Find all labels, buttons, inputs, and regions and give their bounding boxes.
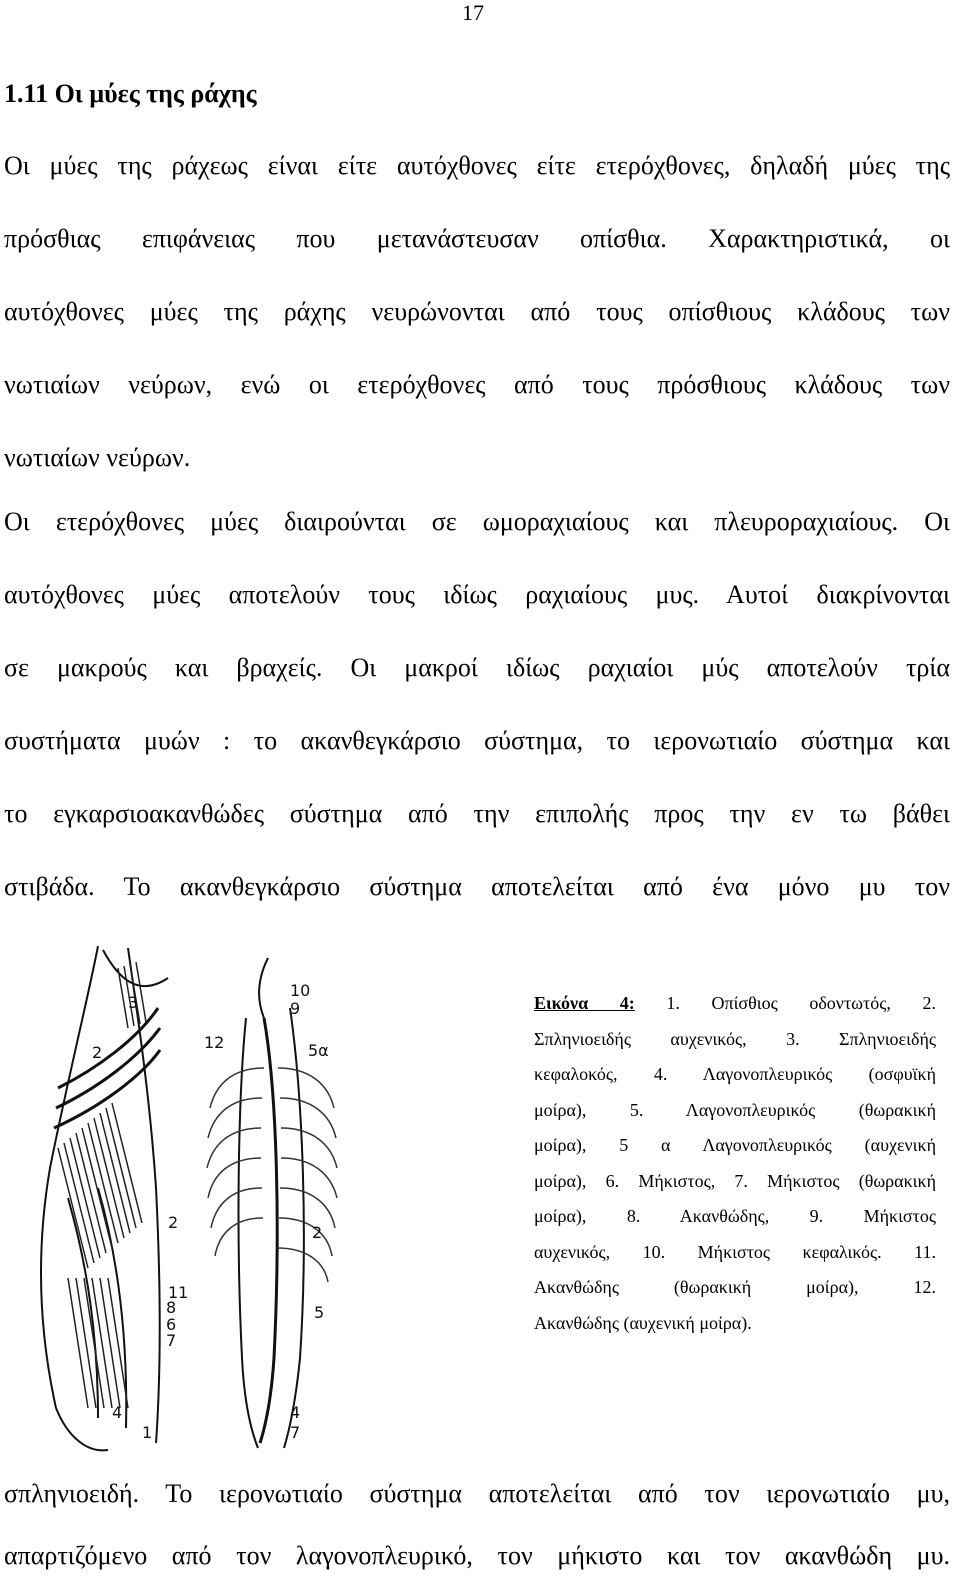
- caption-label: Εικόνα 4:: [534, 993, 635, 1013]
- figure-label: 8: [166, 1298, 177, 1317]
- caption-line: μοίρα), 8. Ακανθώδης, 9. Μήκιστος: [534, 1206, 936, 1226]
- caption-line: Ακανθώδης (αυχενική μοίρα).: [534, 1312, 752, 1333]
- figure-label: 7: [166, 1331, 177, 1350]
- figure-label: 7: [290, 1423, 301, 1442]
- figure-label: 2: [168, 1213, 179, 1232]
- page-number: 17: [462, 0, 484, 25]
- paragraph-line: το εγκαρσιοακανθώδες σύστημα από την επιπολής προς την εν τω βάθει: [4, 799, 950, 828]
- paragraph-line: Οι μύες της ράχεως είναι είτε αυτόχθονες είτε ετερόχθονες, δηλαδή μύες της: [4, 151, 950, 180]
- figure-caption: [534, 986, 936, 1341]
- caption-line: αυχενικός, 10. Μήκιστος κεφαλικός. 11.: [534, 1241, 936, 1262]
- paragraph-line: νωτιαίων νεύρων, ενώ οι ετερόχθονες από τους πρόσθιους κλάδους των: [4, 370, 950, 399]
- caption-line: μοίρα), 6. Μήκιστος, 7. Μήκιστος (θωρακική: [534, 1170, 936, 1191]
- figure-label: 5α: [308, 1041, 329, 1060]
- figure-label: 4: [112, 1403, 123, 1422]
- paragraph-line: αυτόχθονες μύες αποτελούν τους ιδίως ραχιαίους μυς. Αυτοί διακρίνονται: [4, 580, 950, 609]
- back-muscles-illustration: [28, 938, 528, 1458]
- figure-label: 10: [290, 981, 311, 1000]
- paragraph-line: στιβάδα. Το ακανθεγκάρσιο σύστημα αποτελείται από ένα μόνο μυ τον: [4, 872, 950, 901]
- figure-label: 2: [312, 1223, 323, 1242]
- section-title: 1.11 Οι μύες της ράχης: [4, 79, 257, 108]
- paragraph-line: απαρτιζόμενο από τον λαγονοπλευρικό, τον μήκιστο και τον ακανθώδη μυ.: [4, 1541, 950, 1570]
- paragraph-line: αυτόχθονες μύες της ράχης νευρώνονται από τους οπίσθιους κλάδους των: [4, 297, 950, 326]
- figure-label: 5: [314, 1303, 325, 1322]
- figure-label: 1: [142, 1423, 153, 1442]
- caption-line: Εικόνα 4: 1. Οπίσθιος οδοντωτός, 2.: [534, 993, 936, 1013]
- paragraph-line: Οι ετερόχθονες μύες διαιρούνται σε ωμοραχιαίους και πλευροραχιαίους. Οι: [4, 507, 950, 536]
- caption-line: Ακανθώδης (θωρακική μοίρα), 12.: [534, 1277, 936, 1297]
- caption-line: κεφαλοκός, 4. Λαγονοπλευρικός (οσφυϊκή: [534, 1064, 936, 1084]
- caption-line: μοίρα), 5 α Λαγονοπλευρικός (αυχενική: [534, 1135, 936, 1155]
- figure-labels: [92, 981, 329, 1442]
- figure-label: 12: [204, 1033, 225, 1052]
- paragraph-line: νωτιαίων νεύρων.: [4, 443, 191, 472]
- figure-label: 2: [92, 1043, 103, 1062]
- paragraph-line: σπληνιοειδή. Το ιερονωτιαίο σύστημα αποτελείται από τον ιερονωτιαίο μυ,: [4, 1479, 950, 1508]
- figure-label: 9: [290, 999, 301, 1018]
- figure-label: 4: [290, 1403, 301, 1422]
- paragraph-line: συστήματα μυών : το ακανθεγκάρσιο σύστημα, το ιερονωτιαίο σύστημα και: [4, 726, 950, 755]
- paragraph-line: σε μακρούς και βραχείς. Οι μακροί ιδίως ραχιαίοι μύς αποτελούν τρία: [4, 653, 950, 682]
- figure-label: 6: [166, 1315, 177, 1334]
- figure-label: 3: [128, 993, 139, 1012]
- paragraph-line: πρόσθιας επιφάνειας που μετανάστευσαν οπίσθια. Χαρακτηριστικά, οι: [4, 224, 950, 253]
- caption-line: μοίρα), 5. Λαγονοπλευρικός (θωρακική: [534, 1099, 936, 1120]
- figure-label: 11: [168, 1283, 189, 1302]
- caption-line: Σπληνιοειδής αυχενικός, 3. Σπληνιοειδής: [534, 1028, 936, 1049]
